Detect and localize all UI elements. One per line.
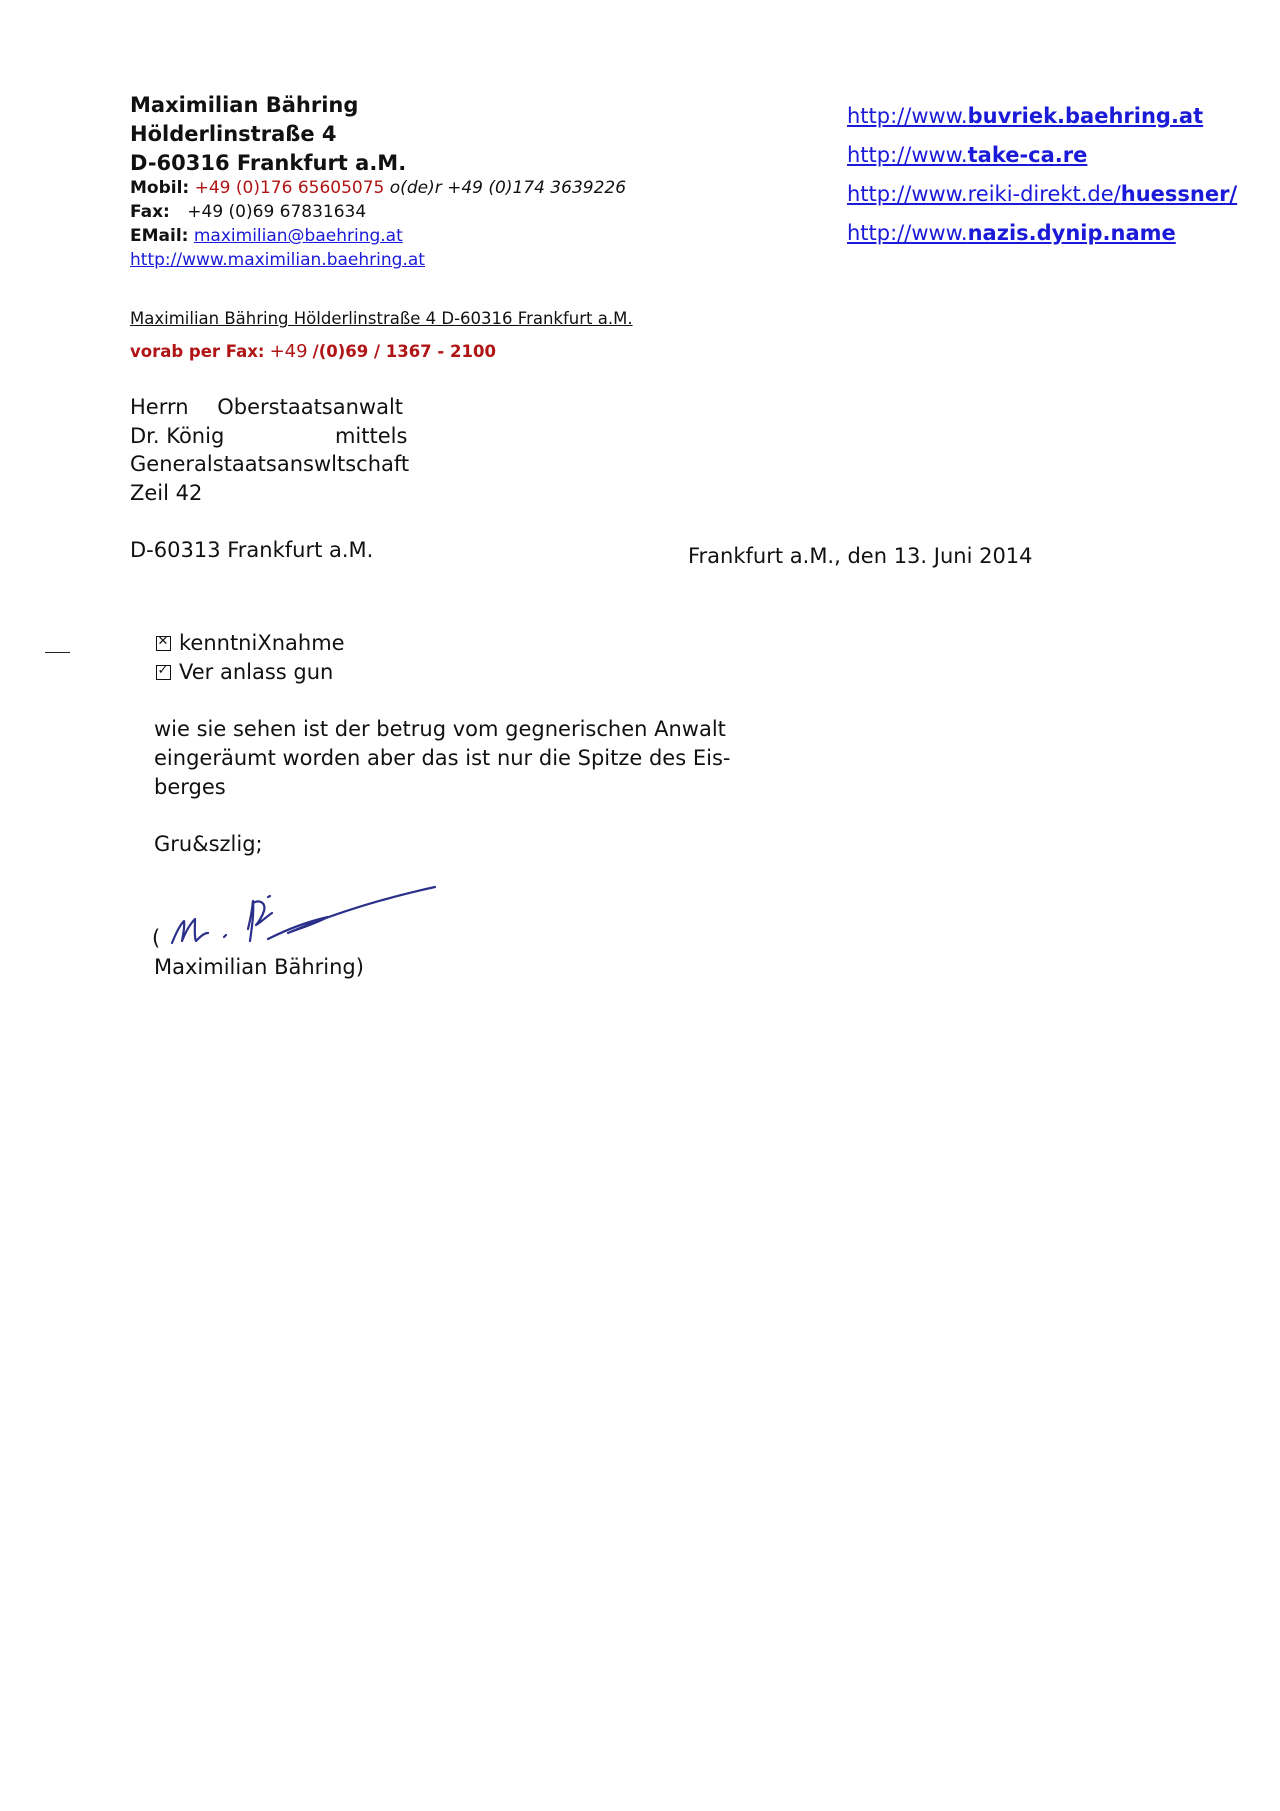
fax-notice-number-2: /(0)69 / 1367 - 2100: [312, 342, 496, 361]
mobil-number-1: +49 (0)176 65605075: [194, 178, 385, 198]
signature-paren-open: (: [152, 926, 161, 950]
recipient-title: Herrn: [130, 395, 189, 419]
sender-city: D-60316 Frankfurt a.M.: [130, 151, 407, 175]
link-bold: take-ca.re: [967, 143, 1088, 167]
body-line-3: berges: [154, 775, 226, 799]
sender-street: Hölderlinstraße 4: [130, 122, 337, 146]
website-line: [130, 249, 425, 272]
checkbox-veranlassung[interactable]: [156, 658, 333, 687]
checkbox-check-icon: ✓: [156, 665, 171, 680]
fold-mark: [45, 652, 70, 653]
return-address: Maximilian Bähring Hölderlinstraße 4 D-60316 Frankfurt a.M.: [130, 309, 633, 328]
recipient-city: D-60313 Frankfurt a.M.: [130, 538, 374, 562]
link-bold: huessner/: [1120, 182, 1238, 206]
email-label: EMail:: [130, 226, 189, 246]
link-reiki[interactable]: [847, 180, 1237, 208]
link-take-care[interactable]: [847, 141, 1087, 169]
recipient-role: Oberstaatsanwalt: [217, 395, 404, 419]
recipient-line-1: [130, 393, 403, 422]
fax-label: Fax:: [130, 202, 170, 222]
link-prefix: http://www.: [847, 143, 968, 167]
checkbox-label: Ver anlass gun: [179, 660, 334, 684]
website-link[interactable]: http://www.maximilian.baehring.at: [130, 250, 425, 270]
link-prefix: http://www.reiki-direkt.de/: [847, 182, 1121, 206]
fax-notice-number-1: +49: [269, 341, 308, 362]
mobil-number-2: +49 (0)174 3639226: [447, 178, 627, 198]
fax-number: +49 (0)69 67831634: [187, 202, 367, 222]
link-prefix: http://www.: [847, 104, 968, 128]
recipient-name: Dr. König: [130, 424, 225, 448]
checkbox-kenntnisnahme[interactable]: [156, 629, 345, 658]
mobil-line: [130, 177, 626, 200]
recipient-street: Zeil 42: [130, 481, 203, 505]
sender-name: Maximilian Bähring: [130, 93, 359, 117]
handwritten-signature: [160, 855, 445, 955]
signature-name: Maximilian Bähring): [154, 955, 364, 979]
mobil-label: Mobil:: [130, 178, 190, 198]
closing: Gru&szlig;: [154, 832, 263, 856]
link-bold: nazis.dynip.name: [967, 221, 1176, 245]
checkbox-label: kenntniXnahme: [179, 631, 345, 655]
recipient-via: mittels: [334, 424, 408, 448]
email-link[interactable]: maximilian@baehring.at: [193, 226, 403, 246]
mobil-or: o(de)r: [389, 178, 442, 198]
fax-line: [130, 201, 366, 224]
fax-notice: [130, 341, 496, 362]
fax-notice-label: vorab per Fax:: [130, 342, 265, 361]
link-prefix: http://www.: [847, 221, 968, 245]
letter-date: Frankfurt a.M., den 13. Juni 2014: [688, 544, 1033, 568]
checkbox-x-icon: ✕: [156, 636, 171, 651]
link-buvriek[interactable]: [847, 102, 1203, 130]
link-bold: buvriek.baehring.at: [967, 104, 1204, 128]
body-line-2: eingeräumt worden aber das ist nur die Spitze des Eis-: [154, 746, 731, 770]
recipient-office: Generalstaatsanswltschaft: [130, 452, 410, 476]
recipient-line-2: [130, 422, 407, 451]
link-nazis[interactable]: [847, 219, 1176, 247]
email-line: [130, 225, 403, 248]
body-line-1: wie sie sehen ist der betrug vom gegnerischen Anwalt: [154, 717, 726, 741]
